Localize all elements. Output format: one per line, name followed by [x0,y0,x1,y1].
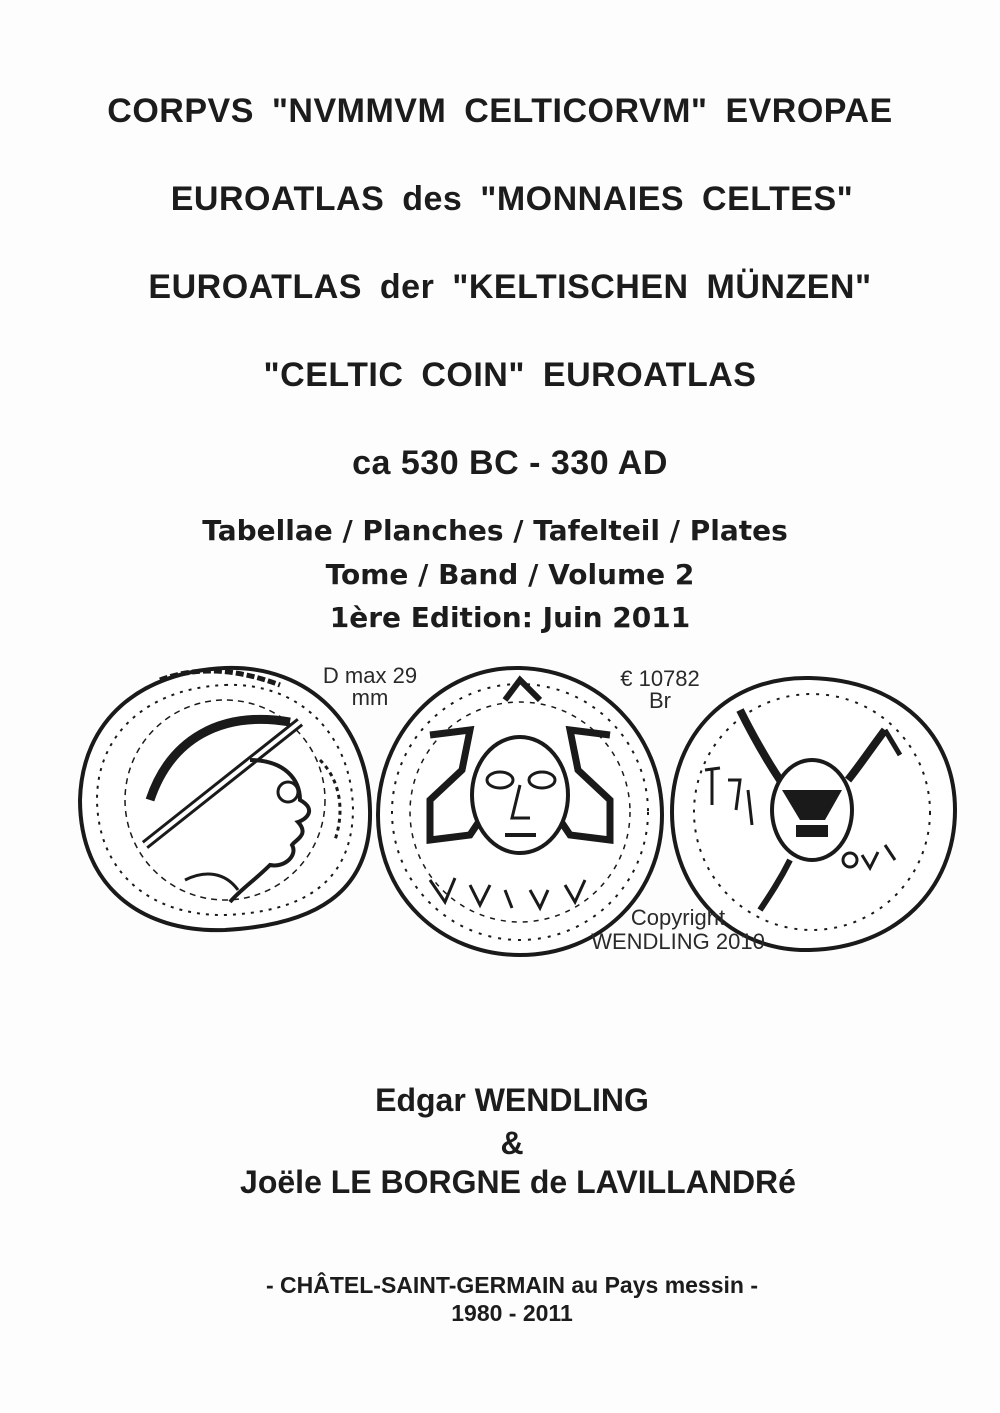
catalog-note [590,668,730,712]
subtitle-volume: Tome / Band / Volume 2 [325,558,695,591]
diameter-note [300,665,440,709]
diameter-unit: mm [351,685,389,710]
diameter-value: D max 29 [322,663,418,688]
subtitle-edition: 1ère Edition: Juin 2011 [329,601,691,634]
copyright-note [578,906,778,954]
title-line-3: EUROATLAS der "KELTISCHEN MÜNZEN" [148,268,872,306]
author-ampersand: & [500,1125,524,1161]
author-1: Edgar WENDLING [375,1082,649,1118]
catalog-number: € 10782 [620,666,700,691]
title-line-4: "CELTIC COIN" EUROATLAS [263,356,757,394]
publisher-years: 1980 - 2011 [451,1300,573,1326]
subtitle-plates: Tabellae / Planches / Tafelteil / Plates [202,514,788,547]
title-line-2: EUROATLAS des "MONNAIES CELTES" [170,180,854,218]
copyright-holder: WENDLING 2010 [591,929,765,954]
author-2: Joële LE BORGNE de LAVILLANDRé [240,1164,796,1200]
title-line-1: CORPVS "NVMMVM CELTICORVM" EVROPAE [107,92,893,130]
catalog-metal: Br [649,688,671,713]
date-range: ca 530 BC - 330 AD [352,444,668,482]
copyright-label: Copyright [630,905,726,930]
coin-illustrations [0,640,1000,980]
publisher-place: - CHÂTEL-SAINT-GERMAIN au Pays messin - [265,1272,759,1298]
